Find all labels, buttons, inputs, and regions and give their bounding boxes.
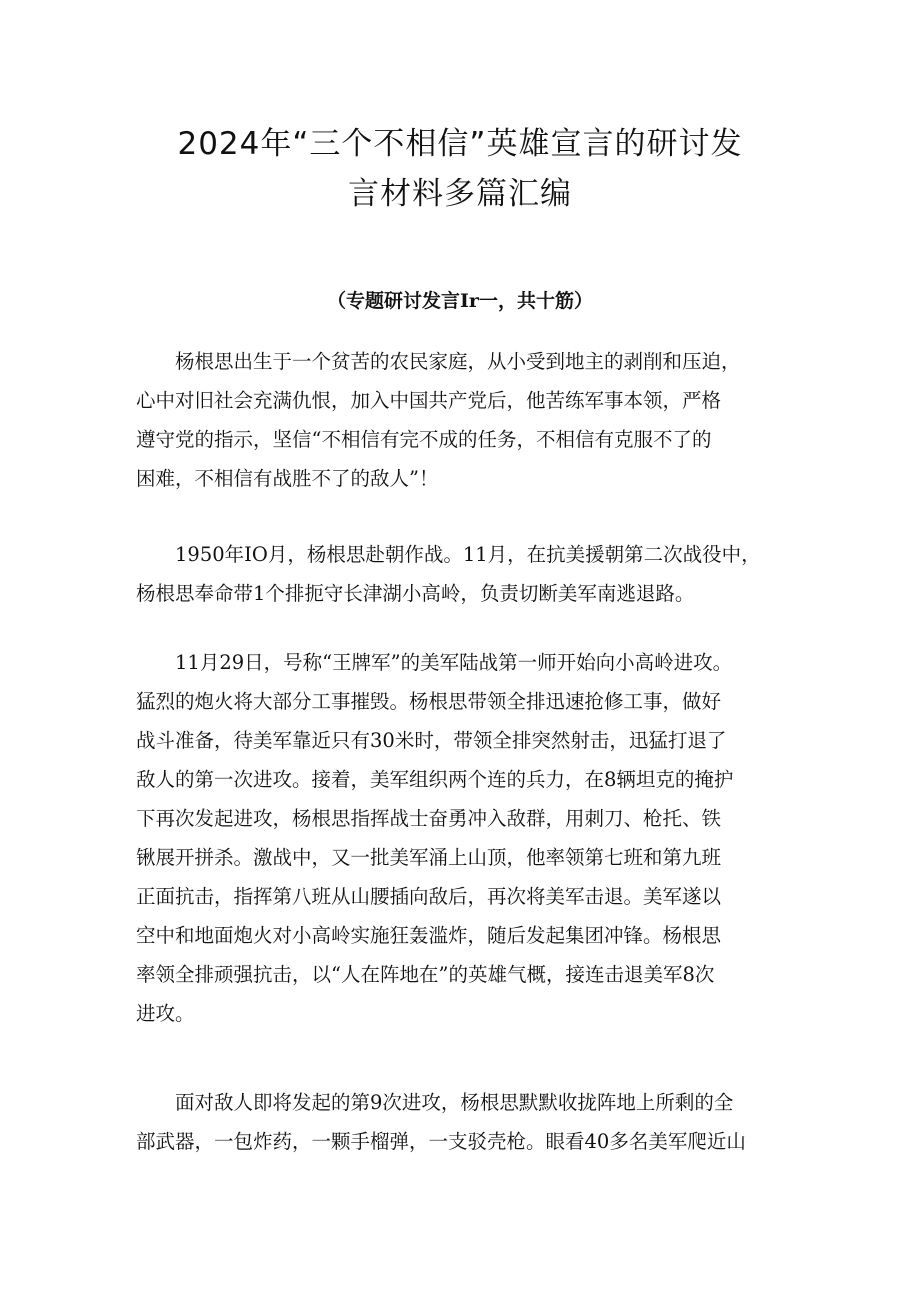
paragraph-line: 猛烈的炮火将大部分工事摧毁。杨根思带领全排迅速抢修工事，做好 (136, 690, 722, 713)
paragraph-line: 空中和地面炮火对小高岭实施狂轰滥炸，随后发起集团冲锋。杨根思 (136, 924, 722, 947)
paragraph-line: 进攻。 (136, 1002, 195, 1025)
paragraph-line: 正面抗击，指挥第八班从山腰插向敌后，再次将美军击退。美军遂以 (136, 885, 722, 908)
paragraph-line: 11月29日，号称“王牌军”的美军陆战第一师开始向小高岭进攻。 (175, 651, 733, 674)
document-title-line-1: 2024年“三个不相信”英雄宣言的研讨发 (177, 126, 743, 162)
paragraph-line: 困难，不相信有战胜不了的敌人”！ (136, 467, 439, 490)
paragraph-line: 率领全排顽强抗击，以“人在阵地在”的英雄气概，接连击退美军8次 (136, 963, 715, 986)
document-title-line-2: 言材料多篇汇编 (348, 176, 572, 212)
paragraph-line: 心中对旧社会充满仇恨，加入中国共产党后，他苦练军事本领，严格 (136, 389, 722, 412)
paragraph-line: 部武器，一包炸药，一颗手榴弹，一支驳壳枪。眼看40多名美军爬近山 (136, 1130, 746, 1153)
paragraph-line: 杨根思出生于一个贫苦的农民家庭，从小受到地主的剥削和压迫， (175, 350, 741, 373)
paragraph-line: 敌人的第一次进攻。接着，美军组织两个连的兵力，在8辆坦克的掩护 (136, 768, 734, 791)
paragraph-line: 1950年IO月，杨根思赴朝作战。11月，在抗美援朝第二次战役中， (175, 543, 761, 566)
paragraph-line: 锹展开拼杀。激战中，又一批美军涌上山顶，他率领第七班和第九班 (136, 846, 722, 869)
document-subtitle: （专题研讨发言Ir一，共十筋） (327, 290, 593, 312)
paragraph-line: 遵守党的指示，坚信“不相信有完不成的任务，不相信有克服不了的 (136, 428, 712, 451)
paragraph-line: 杨根思奉命带1个排扼守长津湖小高岭，负责切断美军南逃退路。 (136, 582, 695, 605)
paragraph-line: 下再次发起进攻，杨根思指挥战士奋勇冲入敌群，用刺刀、枪托、铁 (136, 807, 722, 830)
paragraph-line: 战斗准备，待美军靠近只有30米时，带领全排突然射击，迅猛打退了 (136, 729, 727, 752)
paragraph-line: 面对敌人即将发起的第9次进攻，杨根思默默收拢阵地上所剩的全 (175, 1091, 734, 1114)
